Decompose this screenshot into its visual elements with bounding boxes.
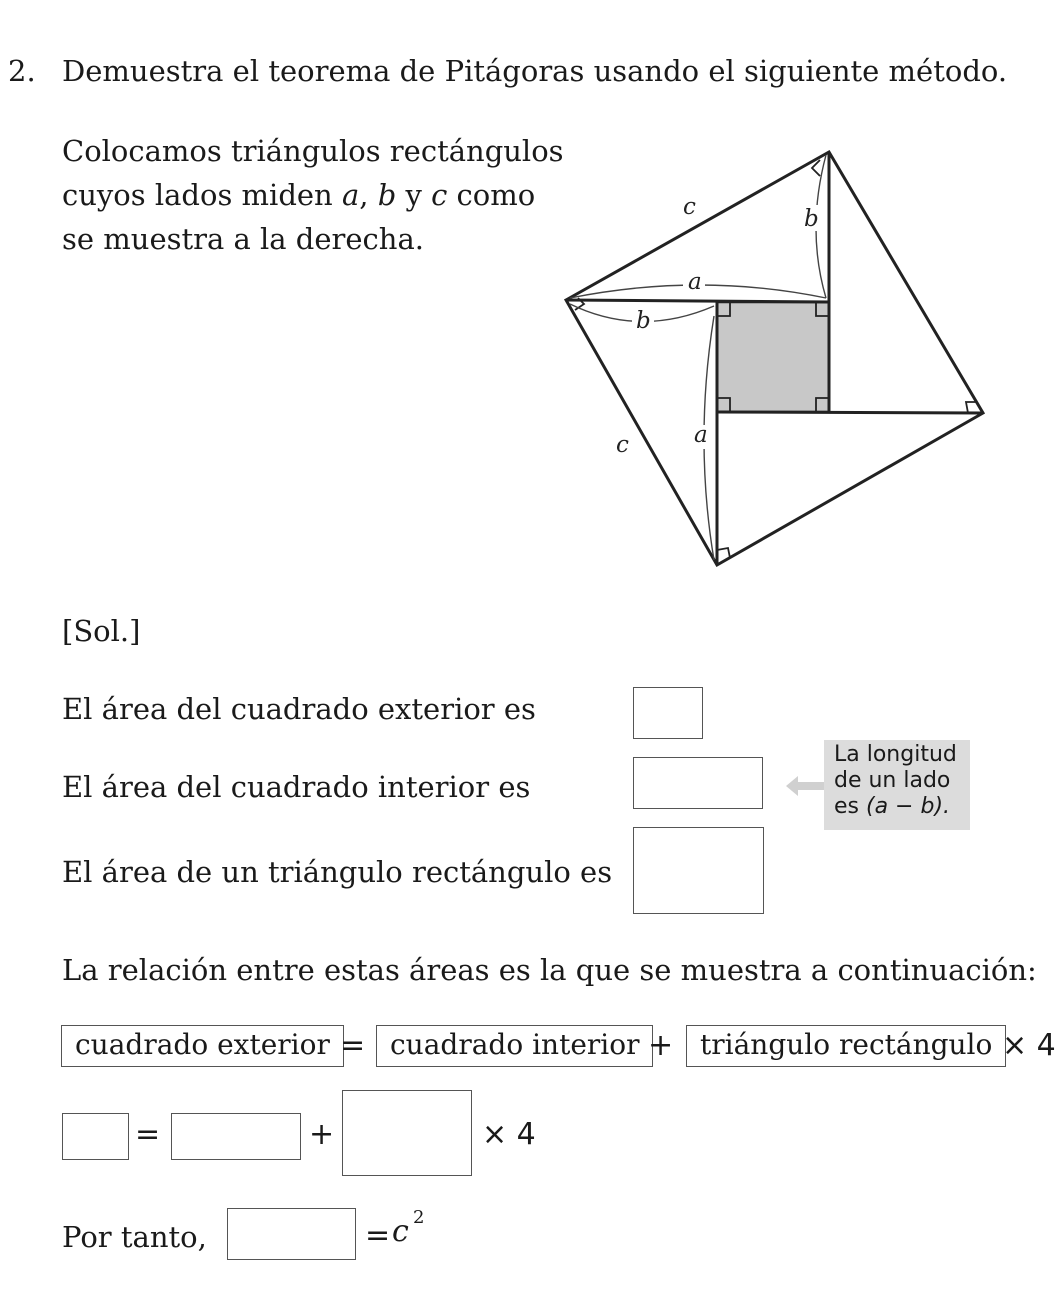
therefore-label: Por tanto,	[62, 1220, 207, 1254]
label-a-mid: a	[694, 422, 708, 448]
eq-word-times-4: × 4	[1002, 1028, 1056, 1063]
problem-statement: Demuestra el teorema de Pitágoras usando el siguiente método.	[62, 54, 1008, 88]
triangle-area-label: El área de un triángulo rectángulo es	[62, 855, 613, 889]
var-a: a	[341, 178, 360, 212]
final-equals: =	[365, 1218, 391, 1253]
inner-square	[717, 302, 829, 412]
intro-text-end: como	[447, 178, 536, 212]
final-answer-box[interactable]	[227, 1208, 356, 1260]
final-exponent: 2	[413, 1207, 425, 1228]
var-c: c	[431, 178, 448, 212]
label-c-top: c	[683, 194, 696, 220]
hint-note	[824, 740, 970, 830]
eq-word-outer: cuadrado exterior	[61, 1025, 344, 1067]
eq-triangle-answer-box[interactable]	[342, 1090, 472, 1176]
eq-word-inner: cuadrado interior	[376, 1025, 653, 1067]
label-b-left: b	[636, 308, 651, 334]
label-b-right: b	[804, 206, 819, 232]
triangle-area-answer-box[interactable]	[633, 827, 764, 914]
hint-line-3	[834, 794, 960, 820]
inner-area-answer-box[interactable]	[633, 757, 763, 809]
hint-line-2: de un lado	[834, 768, 951, 793]
hint-line-1: La longitud	[834, 742, 957, 767]
intro-line-1: Colocamos triángulos rectángulos	[62, 134, 564, 168]
pythagoras-figure	[0, 0, 1062, 600]
hint-es: es	[834, 794, 866, 819]
label-a-top: a	[688, 269, 702, 295]
eq-outer-answer-box[interactable]	[62, 1113, 129, 1160]
inner-area-label: El área del cuadrado interior es	[62, 770, 531, 804]
relation-text: La relación entre estas áreas es la que se muestra a continuación:	[62, 953, 1037, 987]
outer-area-label: El área del cuadrado exterior es	[62, 692, 536, 726]
eq-word-plus: +	[648, 1028, 674, 1063]
comma: ,	[359, 178, 369, 212]
label-c-left: c	[616, 432, 629, 458]
triangle-leg-top	[566, 300, 829, 302]
eq-times-4: × 4	[482, 1117, 536, 1152]
intro-text: cuyos lados miden	[62, 178, 342, 212]
triangle-leg-bottom	[717, 412, 983, 413]
hint-math: (a − b).	[866, 794, 951, 819]
hint-arrow-icon	[786, 774, 826, 798]
eq-equals: =	[135, 1117, 161, 1152]
eq-word-equals: =	[340, 1028, 366, 1063]
eq-inner-answer-box[interactable]	[171, 1113, 301, 1160]
y-word: y	[396, 178, 432, 212]
intro-line-3: se muestra a la derecha.	[62, 222, 424, 256]
problem-number: 2.	[8, 54, 36, 88]
solution-header: [Sol.]	[62, 614, 141, 648]
final-var-c: c	[392, 1214, 409, 1249]
eq-plus: +	[309, 1117, 335, 1152]
outer-area-answer-box[interactable]	[633, 687, 703, 739]
var-b: b	[377, 178, 397, 212]
eq-word-triangle: triángulo rectángulo	[686, 1025, 1006, 1067]
